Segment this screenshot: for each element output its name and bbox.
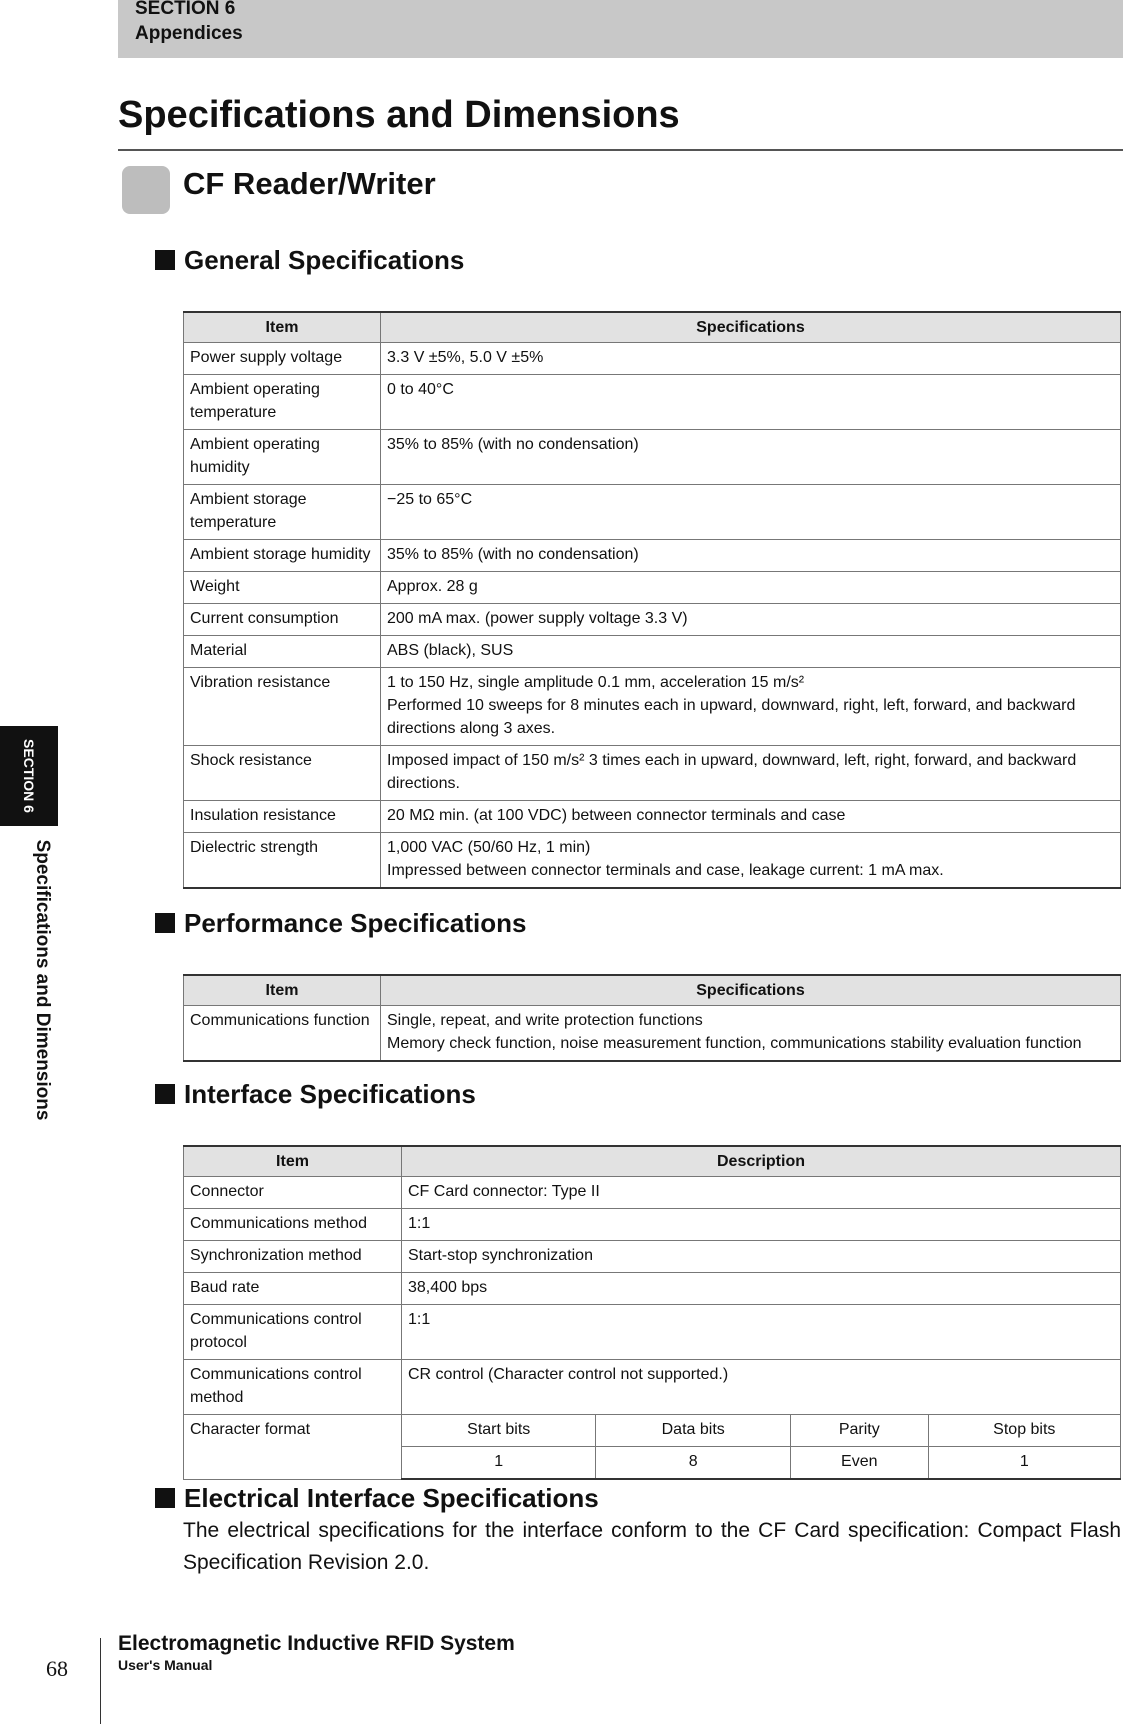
column-header-spec: Specifications (381, 312, 1121, 343)
column-header-spec: Specifications (381, 975, 1121, 1006)
spec-cell (381, 833, 1121, 889)
spec-cell: 35% to 85% (with no condensation) (381, 430, 1121, 485)
table-row (184, 1305, 1121, 1360)
char-format-parity-value: Even (790, 1447, 928, 1480)
square-bullet-icon (155, 250, 175, 270)
item-cell: Communications method (184, 1209, 402, 1241)
spec-cell: 35% to 85% (with no condensation) (381, 540, 1121, 572)
char-format-data-bits-value: 8 (596, 1447, 790, 1480)
column-header-item: Item (184, 1146, 402, 1177)
item-cell: Synchronization method (184, 1241, 402, 1273)
spec-cell: ABS (black), SUS (381, 636, 1121, 668)
table-row (184, 746, 1121, 801)
section-title: CF Reader/Writer (183, 166, 436, 201)
spec-cell: 20 MΩ min. (at 100 VDC) between connector terminals and case (381, 801, 1121, 833)
side-section-tab-label: SECTION 6 (21, 739, 37, 813)
item-cell: Weight (184, 572, 381, 604)
item-cell: Vibration resistance (184, 668, 381, 746)
item-cell: Insulation resistance (184, 801, 381, 833)
item-cell: Ambient operating temperature (184, 375, 381, 430)
char-format-header-parity: Parity (790, 1415, 928, 1447)
table-header-row (184, 1146, 1121, 1177)
item-cell: Character format (184, 1415, 402, 1480)
page-number: 68 (46, 1656, 68, 1681)
item-cell: Material (184, 636, 381, 668)
table-header-row (184, 975, 1121, 1006)
item-cell: Ambient storage humidity (184, 540, 381, 572)
footer-title: Electromagnetic Inductive RFID System (118, 1632, 515, 1655)
item-cell: Dielectric strength (184, 833, 381, 889)
spec-line: Memory check function, noise measurement function, communications stability evaluation function (387, 1035, 1082, 1052)
spec-line: Impressed between connector terminals and case, leakage current: 1 mA max. (387, 862, 944, 879)
table-row (184, 572, 1121, 604)
interface-specs-heading (155, 1078, 476, 1110)
description-cell: CR control (Character control not supported.) (402, 1360, 1121, 1415)
square-bullet-icon (155, 913, 175, 933)
table-row (184, 343, 1121, 375)
table-row (184, 1360, 1121, 1415)
item-cell: Ambient storage temperature (184, 485, 381, 540)
table-row (184, 540, 1121, 572)
column-header-item: Item (184, 312, 381, 343)
general-specs-heading-text: General Specifications (184, 245, 465, 275)
item-cell: Shock resistance (184, 746, 381, 801)
table-row (184, 1273, 1121, 1305)
description-cell: Start-stop synchronization (402, 1241, 1121, 1273)
spec-cell (381, 1006, 1121, 1062)
spec-line: Performed 10 sweeps for 8 minutes each in upward, downward, right, left, forward, and backward directions along 3 axes. (387, 697, 1076, 737)
table-row (184, 833, 1121, 889)
section-header (118, 0, 1123, 58)
item-cell: Ambient operating humidity (184, 430, 381, 485)
general-specs-heading (155, 244, 464, 276)
performance-specs-heading (155, 907, 526, 939)
char-format-start-bits-value: 1 (402, 1447, 596, 1480)
table-row (184, 1241, 1121, 1273)
performance-specs-table (183, 974, 1121, 1062)
char-format-stop-bits-value: 1 (928, 1447, 1120, 1480)
square-bullet-icon (155, 1084, 175, 1104)
spec-cell: Imposed impact of 150 m/s² 3 times each in upward, downward, left, right, forward, and backward directions. (381, 746, 1121, 801)
general-specs-table (183, 311, 1121, 889)
chapter-label: Appendices (135, 23, 243, 44)
section-label: SECTION 6 (135, 0, 236, 19)
item-cell: Power supply voltage (184, 343, 381, 375)
electrical-specs-heading (155, 1482, 599, 1514)
item-cell: Communications control method (184, 1360, 402, 1415)
spec-cell: 200 mA max. (power supply voltage 3.3 V) (381, 604, 1121, 636)
spec-cell: −25 to 65°C (381, 485, 1121, 540)
electrical-specs-heading-text: Electrical Interface Specifications (184, 1483, 599, 1513)
spec-cell: 3.3 V ±5%, 5.0 V ±5% (381, 343, 1121, 375)
table-row (184, 430, 1121, 485)
spec-cell: Approx. 28 g (381, 572, 1121, 604)
title-divider (118, 149, 1123, 151)
table-row (184, 1209, 1121, 1241)
section-marker-icon (122, 166, 170, 214)
description-cell: 1:1 (402, 1209, 1121, 1241)
table-row (184, 1177, 1121, 1209)
spec-cell: 0 to 40°C (381, 375, 1121, 430)
table-row (184, 604, 1121, 636)
spec-line: Single, repeat, and write protection functions (387, 1012, 703, 1029)
performance-specs-heading-text: Performance Specifications (184, 908, 527, 938)
footer-divider (100, 1638, 101, 1724)
item-cell: Connector (184, 1177, 402, 1209)
footer-subtitle: User's Manual (118, 1657, 213, 1673)
char-format-header-stop-bits: Stop bits (928, 1415, 1120, 1447)
spec-line: 1,000 VAC (50/60 Hz, 1 min) (387, 839, 591, 856)
table-row (184, 485, 1121, 540)
table-row (184, 1006, 1121, 1062)
char-format-header-start-bits: Start bits (402, 1415, 596, 1447)
square-bullet-icon (155, 1488, 175, 1508)
table-row (184, 668, 1121, 746)
side-section-tab (0, 726, 58, 826)
item-cell: Current consumption (184, 604, 381, 636)
interface-specs-table (183, 1145, 1121, 1480)
description-cell: 1:1 (402, 1305, 1121, 1360)
item-cell: Baud rate (184, 1273, 402, 1305)
char-format-header-data-bits: Data bits (596, 1415, 790, 1447)
page-title: Specifications and Dimensions (118, 94, 680, 136)
table-row (184, 801, 1121, 833)
column-header-item: Item (184, 975, 381, 1006)
description-cell: CF Card connector: Type II (402, 1177, 1121, 1209)
electrical-specs-text: The electrical specifications for the interface conform to the CF Card specification: Compact Flash Specification Revision 2.0. (183, 1519, 1121, 1574)
table-row (184, 636, 1121, 668)
interface-specs-heading-text: Interface Specifications (184, 1079, 476, 1109)
item-cell: Communications function (184, 1006, 381, 1062)
table-row (184, 1415, 1121, 1447)
description-cell: 38,400 bps (402, 1273, 1121, 1305)
spec-cell (381, 668, 1121, 746)
column-header-description: Description (402, 1146, 1121, 1177)
item-cell: Communications control protocol (184, 1305, 402, 1360)
spec-line: 1 to 150 Hz, single amplitude 0.1 mm, acceleration 15 m/s² (387, 674, 805, 691)
side-chapter-title: Specifications and Dimensions (32, 839, 53, 1121)
table-header-row (184, 312, 1121, 343)
table-row (184, 375, 1121, 430)
